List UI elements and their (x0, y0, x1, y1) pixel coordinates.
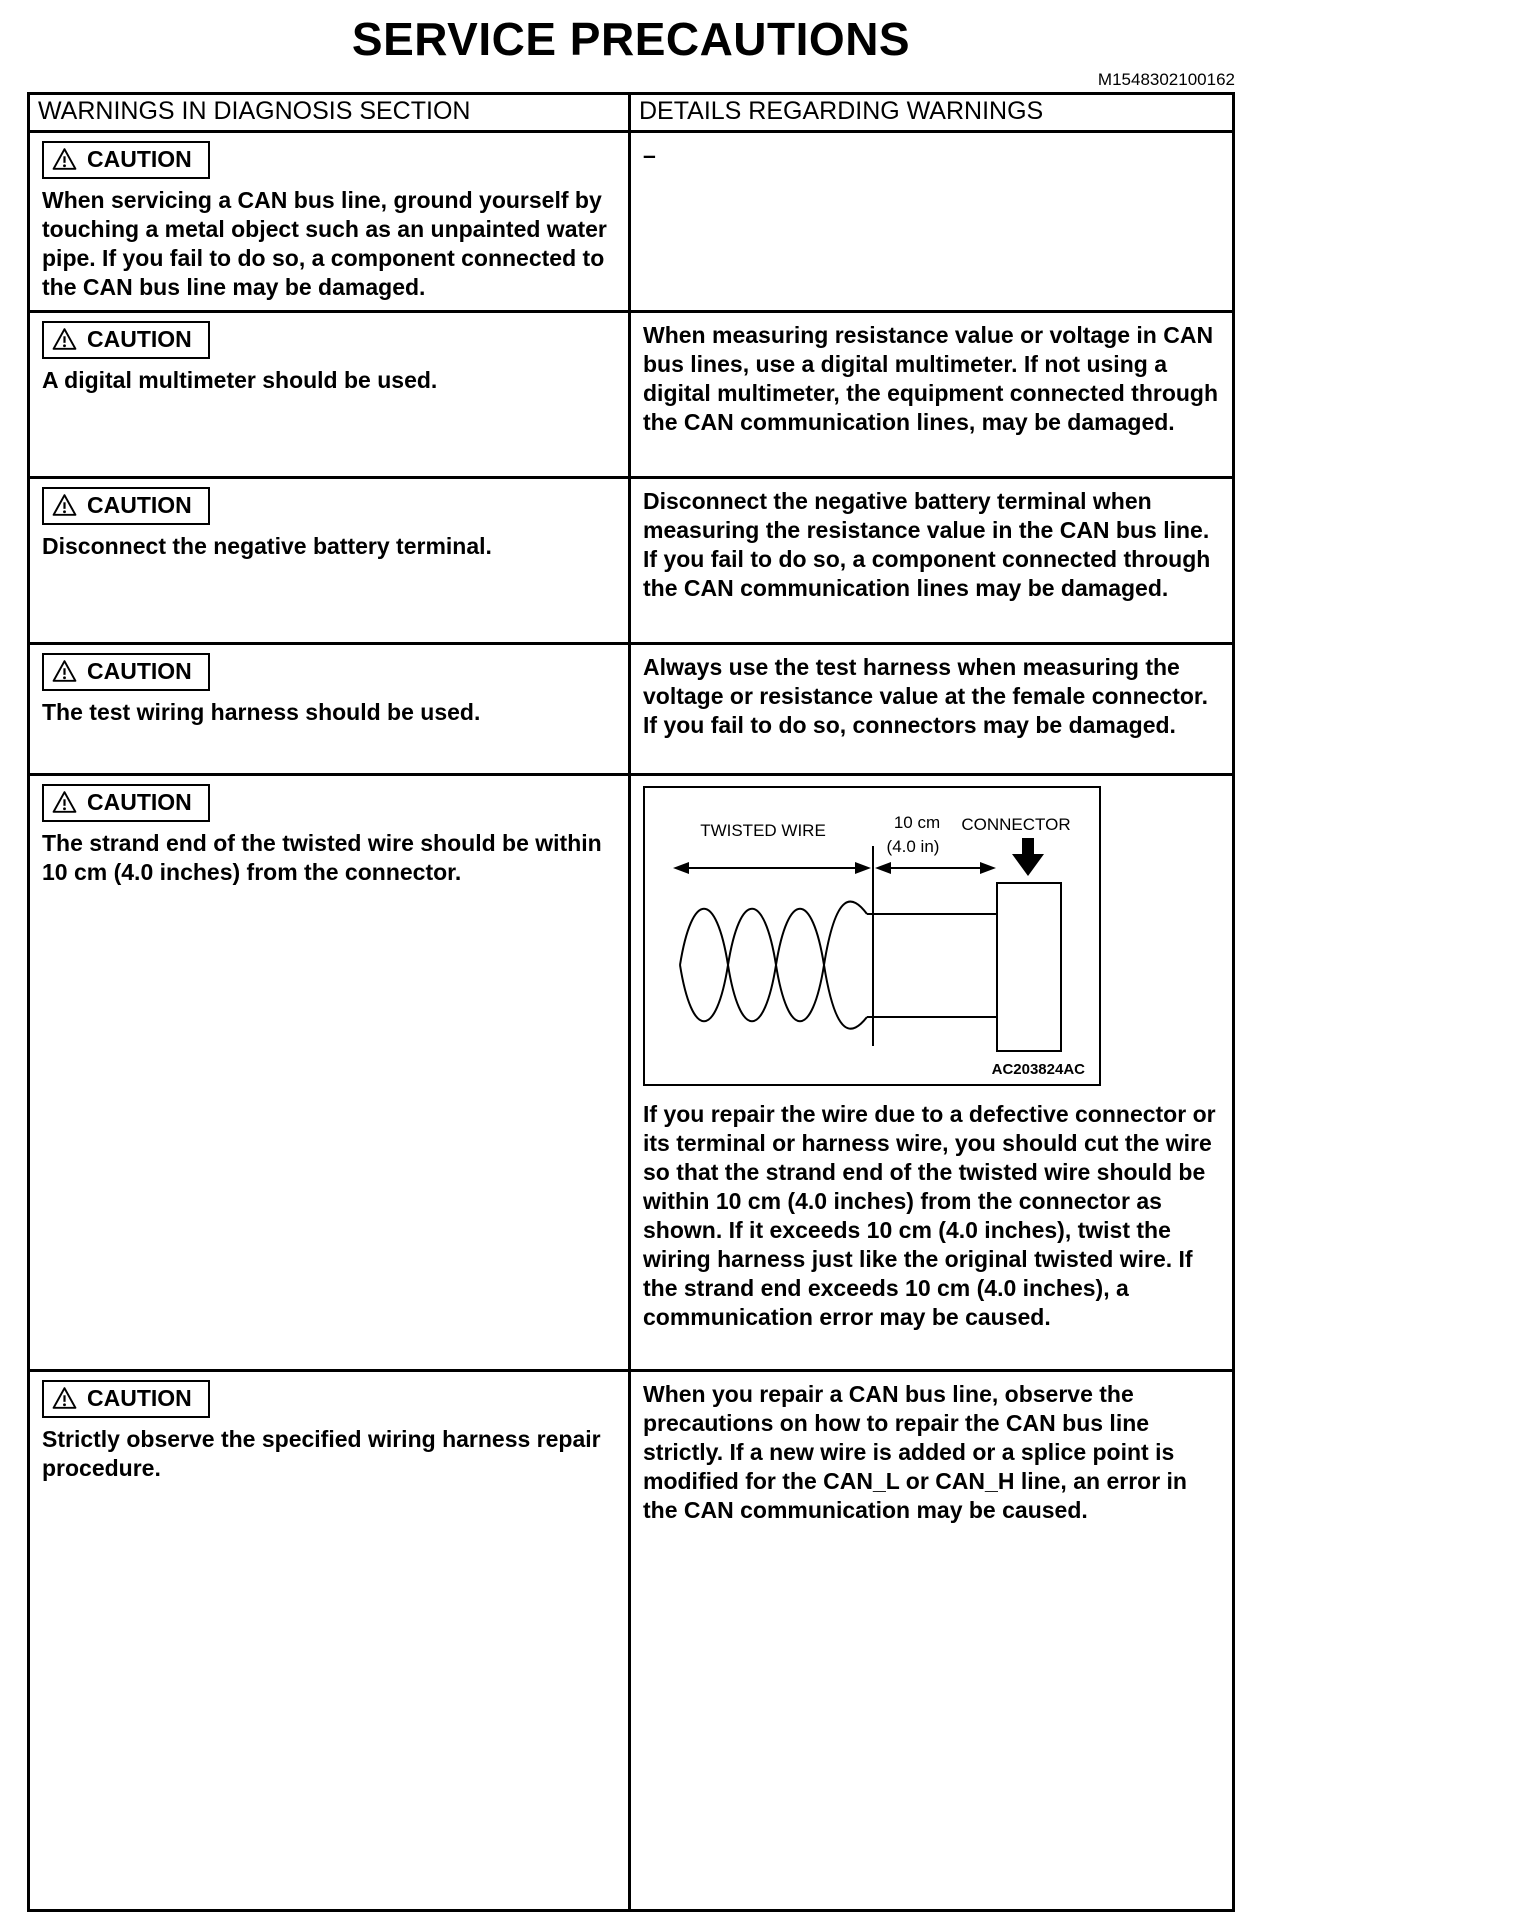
warning-triangle-icon (51, 147, 78, 171)
warning-text: Strictly observe the specified wiring harness repair procedure. (42, 1425, 601, 1481)
distance-label: 10 cm (893, 812, 941, 832)
warning-triangle-icon (51, 659, 78, 683)
twisted-wire-label: TWISTED WIRE (700, 820, 826, 840)
table-row (29, 311, 1234, 477)
twisted-wire-span-arrow (673, 862, 871, 874)
table-row (29, 774, 1234, 1370)
header-warnings: WARNINGS IN DIAGNOSIS SECTION (29, 94, 630, 132)
warning-cell (29, 311, 630, 477)
header-details: DETAILS REGARDING WARNINGS (630, 94, 1234, 132)
details-text: – (643, 142, 656, 168)
caution-box (42, 141, 210, 179)
warning-text: A digital multimeter should be used. (42, 366, 438, 393)
warning-triangle-icon (51, 790, 78, 814)
warning-triangle-icon (51, 1386, 78, 1410)
caution-box (42, 784, 210, 822)
details-text: When you repair a CAN bus line, observe the precautions on how to repair the CAN bus line strictly. If a new wire is added or a splice point is modified for the CAN_L or CAN_H line, an error in the CAN communication may be caused. (643, 1380, 1187, 1523)
table-row (29, 643, 1234, 774)
caution-label: CAUTION (87, 1384, 192, 1411)
precautions-table (27, 92, 1235, 1912)
table-row (29, 1370, 1234, 1910)
caution-label: CAUTION (87, 788, 192, 815)
details-cell (630, 1370, 1234, 1910)
caution-box (42, 321, 210, 359)
table-row (29, 477, 1234, 643)
table-row (29, 132, 1234, 312)
caution-label: CAUTION (87, 325, 192, 352)
twisted-wire-drawing (680, 901, 997, 1028)
warning-cell (29, 477, 630, 643)
warning-cell (29, 1370, 630, 1910)
details-cell (630, 643, 1234, 774)
warning-cell (29, 132, 630, 312)
details-text: Always use the test harness when measuring the voltage or resistance value at the female connector. If you fail to do so, connectors may be damaged. (643, 653, 1208, 738)
details-cell (630, 774, 1234, 1370)
page-title: SERVICE PRECAUTIONS (351, 13, 911, 65)
warning-text: Disconnect the negative battery terminal. (42, 532, 492, 559)
distance-sub-label: (4.0 in) (886, 836, 940, 856)
warning-cell (29, 643, 630, 774)
twisted-wire-diagram (645, 788, 1099, 1084)
distance-span-arrow (875, 862, 996, 874)
details-text: Disconnect the negative battery terminal when measuring the resistance value in the CAN bus line. If you fail to do so, a component connected through the CAN communication lines may be damaged. (643, 487, 1211, 601)
warning-text: When servicing a CAN bus line, ground yourself by touching a metal object such as an unpainted water pipe. If you fail to do so, a component connected to the CAN bus line may be damaged. (42, 186, 607, 300)
caution-label: CAUTION (87, 657, 192, 684)
twisted-wire-figure (643, 786, 1101, 1086)
details-text: When measuring resistance value or voltage in CAN bus lines, use a digital multimeter. If not using a digital multimeter, the equipment connected through the CAN communication lines, may be damaged. (643, 321, 1219, 435)
figure-code: AC203824AC (991, 1060, 1085, 1078)
details-cell (630, 132, 1234, 312)
document-number: M1548302100162 (1097, 70, 1235, 89)
table-header-row (29, 94, 1234, 132)
connector-pointer-arrow-icon (1012, 838, 1044, 876)
caution-label: CAUTION (87, 146, 192, 172)
details-cell (630, 477, 1234, 643)
warning-triangle-icon (51, 493, 78, 517)
warning-text: The strand end of the twisted wire should be within 10 cm (4.0 inches) from the connector. (42, 829, 602, 885)
caution-box (42, 653, 210, 691)
warning-cell (29, 774, 630, 1370)
details-cell (630, 311, 1234, 477)
caution-box (42, 487, 210, 525)
connector-rect (997, 883, 1061, 1051)
caution-box (42, 1380, 210, 1418)
details-text: If you repair the wire due to a defective connector or its terminal or harness wire, you should cut the wire so that the strand end of the twisted wire should be within 10 cm (4.0 inches) from the connector as shown. If it exceeds 10 cm (4.0 inches), twist the wiring harness just like the original twisted wire. If the strand end exceeds 10 cm (4.0 inches), a communication error may be caused. (643, 1100, 1216, 1330)
connector-label: CONNECTOR (961, 814, 1071, 834)
warning-triangle-icon (51, 327, 78, 351)
caution-label: CAUTION (87, 491, 192, 518)
warning-text: The test wiring harness should be used. (42, 698, 481, 725)
